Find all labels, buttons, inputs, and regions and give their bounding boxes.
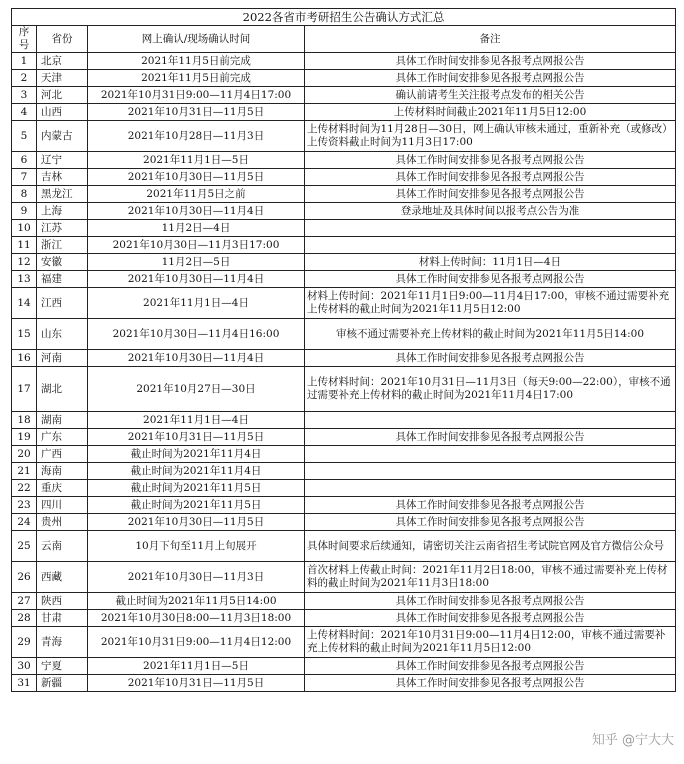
row-confirm-time: 截止时间为2021年11月4日 bbox=[88, 446, 305, 463]
row-remarks bbox=[305, 446, 676, 463]
row-province: 河北 bbox=[37, 87, 88, 104]
table-row bbox=[12, 562, 676, 593]
row-province: 西藏 bbox=[37, 562, 88, 593]
row-remarks: 具体工作时间安排参见各报考点网报公告 bbox=[305, 169, 676, 186]
table-row bbox=[12, 412, 676, 429]
row-province: 陕西 bbox=[37, 593, 88, 610]
row-confirm-time: 2021年10月28日—11月3日 bbox=[88, 121, 305, 152]
row-index: 12 bbox=[12, 254, 37, 271]
row-province: 新疆 bbox=[37, 675, 88, 692]
row-index: 9 bbox=[12, 203, 37, 220]
row-index: 6 bbox=[12, 152, 37, 169]
row-index: 19 bbox=[12, 429, 37, 446]
row-confirm-time: 2021年10月31日—11月5日 bbox=[88, 429, 305, 446]
table-title: 2022各省市考研招生公告确认方式汇总 bbox=[12, 9, 676, 26]
watermark: 知乎 @宁大大 bbox=[591, 733, 674, 748]
row-index: 22 bbox=[12, 480, 37, 497]
table-row bbox=[12, 367, 676, 412]
row-confirm-time: 2021年10月30日—11月5日 bbox=[88, 169, 305, 186]
row-index: 24 bbox=[12, 514, 37, 531]
row-province: 天津 bbox=[37, 70, 88, 87]
row-index: 2 bbox=[12, 70, 37, 87]
table-row bbox=[12, 237, 676, 254]
row-index: 23 bbox=[12, 497, 37, 514]
row-index: 21 bbox=[12, 463, 37, 480]
row-province: 青海 bbox=[37, 627, 88, 658]
row-remarks bbox=[305, 220, 676, 237]
row-confirm-time: 2021年10月30日—11月3日17:00 bbox=[88, 237, 305, 254]
row-province: 甘肃 bbox=[37, 610, 88, 627]
row-index: 7 bbox=[12, 169, 37, 186]
table-row bbox=[12, 152, 676, 169]
table-row bbox=[12, 271, 676, 288]
row-confirm-time: 2021年11月1日—5日 bbox=[88, 658, 305, 675]
table-row bbox=[12, 70, 676, 87]
row-index: 3 bbox=[12, 87, 37, 104]
row-index: 18 bbox=[12, 412, 37, 429]
table-row bbox=[12, 350, 676, 367]
row-province: 内蒙古 bbox=[37, 121, 88, 152]
row-province: 辽宁 bbox=[37, 152, 88, 169]
row-remarks: 审核不通过需要补充上传材料的截止时间为2021年11月5日14:00 bbox=[305, 319, 676, 350]
row-remarks: 具体工作时间安排参见各报考点网报公告 bbox=[305, 152, 676, 169]
row-confirm-time: 11月2日—4日 bbox=[88, 220, 305, 237]
row-index: 11 bbox=[12, 237, 37, 254]
row-confirm-time: 2021年10月31日9:00—11月4日17:00 bbox=[88, 87, 305, 104]
row-confirm-time: 10月下旬至11月上旬展开 bbox=[88, 531, 305, 562]
row-index: 28 bbox=[12, 610, 37, 627]
row-index: 8 bbox=[12, 186, 37, 203]
table-row bbox=[12, 531, 676, 562]
table-row bbox=[12, 497, 676, 514]
row-index: 13 bbox=[12, 271, 37, 288]
table-row bbox=[12, 104, 676, 121]
row-province: 上海 bbox=[37, 203, 88, 220]
row-remarks: 具体工作时间安排参见各报考点网报公告 bbox=[305, 675, 676, 692]
row-confirm-time: 2021年11月1日—5日 bbox=[88, 152, 305, 169]
table-row bbox=[12, 658, 676, 675]
row-remarks: 材料上传时间：11月1日—4日 bbox=[305, 254, 676, 271]
row-remarks: 具体工作时间安排参见各报考点网报公告 bbox=[305, 350, 676, 367]
row-remarks bbox=[305, 480, 676, 497]
row-province: 江西 bbox=[37, 288, 88, 319]
row-province: 黑龙江 bbox=[37, 186, 88, 203]
row-confirm-time: 2021年10月30日—11月4日16:00 bbox=[88, 319, 305, 350]
row-confirm-time: 2021年10月30日—11月4日 bbox=[88, 271, 305, 288]
row-index: 4 bbox=[12, 104, 37, 121]
table-row bbox=[12, 87, 676, 104]
row-remarks: 确认前请考生关注报考点发布的相关公告 bbox=[305, 87, 676, 104]
row-province: 云南 bbox=[37, 531, 88, 562]
row-index: 1 bbox=[12, 53, 37, 70]
row-province: 河南 bbox=[37, 350, 88, 367]
row-remarks: 上传材料时间截止2021年11月5日12:00 bbox=[305, 104, 676, 121]
table-row bbox=[12, 53, 676, 70]
table-row bbox=[12, 169, 676, 186]
row-province: 重庆 bbox=[37, 480, 88, 497]
row-confirm-time: 2021年10月30日—11月4日 bbox=[88, 203, 305, 220]
row-province: 湖北 bbox=[37, 367, 88, 412]
table-row bbox=[12, 429, 676, 446]
table-row bbox=[12, 203, 676, 220]
row-province: 福建 bbox=[37, 271, 88, 288]
row-index: 16 bbox=[12, 350, 37, 367]
table-row bbox=[12, 610, 676, 627]
header-index: 序号 bbox=[12, 26, 37, 53]
row-remarks: 具体工作时间安排参见各报考点网报公告 bbox=[305, 70, 676, 87]
row-confirm-time: 2021年10月30日—11月5日 bbox=[88, 514, 305, 531]
row-confirm-time: 2021年11月1日—4日 bbox=[88, 412, 305, 429]
row-index: 26 bbox=[12, 562, 37, 593]
row-confirm-time: 2021年11月5日前完成 bbox=[88, 53, 305, 70]
row-remarks: 具体工作时间安排参见各报考点网报公告 bbox=[305, 271, 676, 288]
row-index: 5 bbox=[12, 121, 37, 152]
row-remarks: 上传材料时间为11月28日—30日，网上确认审核未通过，重新补充（或修改）上传资料截止时间为11月3日17:00 bbox=[305, 121, 676, 152]
table-row bbox=[12, 186, 676, 203]
table-row bbox=[12, 254, 676, 271]
row-confirm-time: 2021年10月31日—11月5日 bbox=[88, 675, 305, 692]
table-row bbox=[12, 627, 676, 658]
row-remarks: 具体工作时间安排参见各报考点网报公告 bbox=[305, 610, 676, 627]
table-container bbox=[11, 8, 675, 692]
row-remarks bbox=[305, 237, 676, 254]
row-remarks: 具体时间要求后续通知，请密切关注云南省招生考试院官网及官方微信公众号 bbox=[305, 531, 676, 562]
row-index: 10 bbox=[12, 220, 37, 237]
row-province: 浙江 bbox=[37, 237, 88, 254]
row-confirm-time: 11月2日—5日 bbox=[88, 254, 305, 271]
row-province: 安徽 bbox=[37, 254, 88, 271]
row-remarks: 具体工作时间安排参见各报考点网报公告 bbox=[305, 53, 676, 70]
row-province: 山西 bbox=[37, 104, 88, 121]
row-remarks: 具体工作时间安排参见各报考点网报公告 bbox=[305, 186, 676, 203]
row-remarks: 具体工作时间安排参见各报考点网报公告 bbox=[305, 514, 676, 531]
row-index: 17 bbox=[12, 367, 37, 412]
row-index: 14 bbox=[12, 288, 37, 319]
row-confirm-time: 截止时间为2021年11月5日14:00 bbox=[88, 593, 305, 610]
row-remarks: 具体工作时间安排参见各报考点网报公告 bbox=[305, 658, 676, 675]
row-remarks: 上传材料时间：2021年10月31日9:00—11月4日12:00，审核不通过需要补充上传材料的截止时间为2021年11月5日12:00 bbox=[305, 627, 676, 658]
row-province: 贵州 bbox=[37, 514, 88, 531]
row-index: 25 bbox=[12, 531, 37, 562]
table-row bbox=[12, 446, 676, 463]
table-row bbox=[12, 675, 676, 692]
row-confirm-time: 2021年11月5日前完成 bbox=[88, 70, 305, 87]
row-confirm-time: 截止时间为2021年11月4日 bbox=[88, 463, 305, 480]
row-remarks: 具体工作时间安排参见各报考点网报公告 bbox=[305, 593, 676, 610]
row-province: 海南 bbox=[37, 463, 88, 480]
row-province: 吉林 bbox=[37, 169, 88, 186]
row-remarks: 具体工作时间安排参见各报考点网报公告 bbox=[305, 497, 676, 514]
row-confirm-time: 2021年10月27日—30日 bbox=[88, 367, 305, 412]
row-index: 31 bbox=[12, 675, 37, 692]
row-confirm-time: 截止时间为2021年11月5日 bbox=[88, 497, 305, 514]
row-province: 四川 bbox=[37, 497, 88, 514]
row-remarks: 登录地址及具体时间以报考点公告为准 bbox=[305, 203, 676, 220]
row-index: 30 bbox=[12, 658, 37, 675]
row-confirm-time: 2021年10月31日—11月5日 bbox=[88, 104, 305, 121]
row-confirm-time: 2021年10月30日8:00—11月3日18:00 bbox=[88, 610, 305, 627]
summary-table bbox=[11, 8, 676, 692]
table-row bbox=[12, 319, 676, 350]
row-province: 江苏 bbox=[37, 220, 88, 237]
table-row bbox=[12, 121, 676, 152]
row-province: 宁夏 bbox=[37, 658, 88, 675]
row-remarks bbox=[305, 463, 676, 480]
table-row bbox=[12, 463, 676, 480]
row-index: 15 bbox=[12, 319, 37, 350]
row-province: 湖南 bbox=[37, 412, 88, 429]
table-row bbox=[12, 288, 676, 319]
row-confirm-time: 2021年10月30日—11月3日 bbox=[88, 562, 305, 593]
row-confirm-time: 2021年10月31日9:00—11月4日12:00 bbox=[88, 627, 305, 658]
row-province: 山东 bbox=[37, 319, 88, 350]
row-index: 20 bbox=[12, 446, 37, 463]
row-province: 广西 bbox=[37, 446, 88, 463]
row-province: 北京 bbox=[37, 53, 88, 70]
row-confirm-time: 2021年10月30日—11月4日 bbox=[88, 350, 305, 367]
row-index: 27 bbox=[12, 593, 37, 610]
row-remarks: 首次材料上传截止时间：2021年11月2日18:00，审核不通过需要补充上传材料的截止时间为2021年11月3日18:00 bbox=[305, 562, 676, 593]
row-index: 29 bbox=[12, 627, 37, 658]
header-remarks: 备注 bbox=[305, 26, 676, 53]
row-province: 广东 bbox=[37, 429, 88, 446]
header-confirm-time: 网上确认/现场确认时间 bbox=[88, 26, 305, 53]
table-row bbox=[12, 480, 676, 497]
row-remarks bbox=[305, 412, 676, 429]
row-confirm-time: 2021年11月5日之前 bbox=[88, 186, 305, 203]
row-confirm-time: 截止时间为2021年11月5日 bbox=[88, 480, 305, 497]
table-row bbox=[12, 514, 676, 531]
table-row bbox=[12, 593, 676, 610]
row-remarks: 上传材料时间：2021年10月31日—11月3日（每天9:00—22:00），审核不通过需要补充上传材料的截止时间为2021年11月4日17:00 bbox=[305, 367, 676, 412]
header-province: 省份 bbox=[37, 26, 88, 53]
row-confirm-time: 2021年11月1日—4日 bbox=[88, 288, 305, 319]
row-remarks: 材料上传时间：2021年11月1日9:00—11月4日17:00，审核不通过需要补充上传材料的截止时间为2021年11月5日12:00 bbox=[305, 288, 676, 319]
table-row bbox=[12, 220, 676, 237]
row-remarks: 具体工作时间安排参见各报考点网报公告 bbox=[305, 429, 676, 446]
